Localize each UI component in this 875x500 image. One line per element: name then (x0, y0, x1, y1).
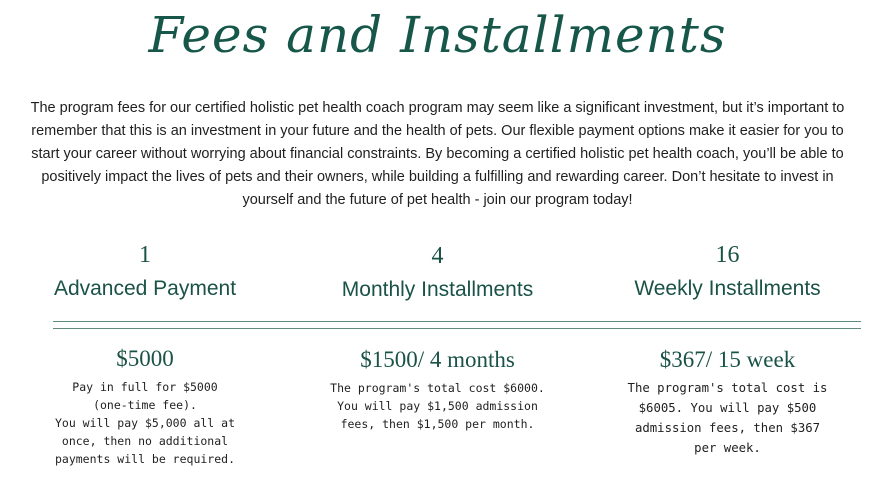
plan-name: Advanced Payment (53, 277, 237, 300)
description-line: You will pay $1,500 admission (337, 399, 538, 413)
intro-paragraph: The program fees for our certified holistic pet health coach program may seem like a significant investment, but it’s important to remember that this is an investment in your future and the health of pets. Our flexible payment options make it easier for you to start your career without worrying about financial constraints. By becoming a certified holistic pet health coach, you’ll be able to positively impact the lives of pets and their owners, while building a fulfilling and rewarding career. Don’t hesitate to invest in yourself and the future of pet health - join our program today! (30, 100, 845, 208)
plan-description-advanced (40, 378, 250, 468)
page-title: Fees and Installments (148, 6, 727, 64)
description-line: per week. (694, 441, 761, 455)
plan-price-monthly: $1500/ 4 months (360, 347, 515, 372)
plan-description-monthly (322, 379, 553, 433)
divider-line-top (53, 321, 861, 322)
plan-count: 16 (715, 242, 740, 268)
description-line: fees, then $1,500 per month. (340, 417, 535, 431)
plan-description-weekly (612, 378, 843, 458)
plan-name: Weekly Installments (634, 277, 821, 300)
description-line: once, then no additional (61, 434, 229, 448)
divider-line-bottom (53, 328, 861, 329)
plan-header-weekly (625, 241, 830, 302)
description-line: The program's total cost is (627, 381, 828, 395)
description-line: $6005. You will pay $500 (638, 401, 817, 415)
plan-header-advanced (45, 241, 245, 302)
description-line: You will pay $5,000 all at (54, 416, 235, 430)
plan-name: Monthly Installments (341, 278, 534, 301)
description-line: Pay in full for $5000 (72, 380, 218, 394)
description-line: admission fees, then $367 (634, 421, 821, 435)
plan-header-monthly (330, 242, 545, 303)
plan-price-weekly: $367/ 15 week (659, 347, 796, 372)
plan-price-advanced: $5000 (116, 346, 174, 371)
description-line: payments will be required. (54, 452, 235, 466)
plan-count: 4 (431, 243, 444, 269)
description-line: (one-time fee). (93, 398, 197, 412)
description-line: The program's total cost $6000. (330, 381, 545, 395)
plan-count: 1 (139, 242, 151, 268)
